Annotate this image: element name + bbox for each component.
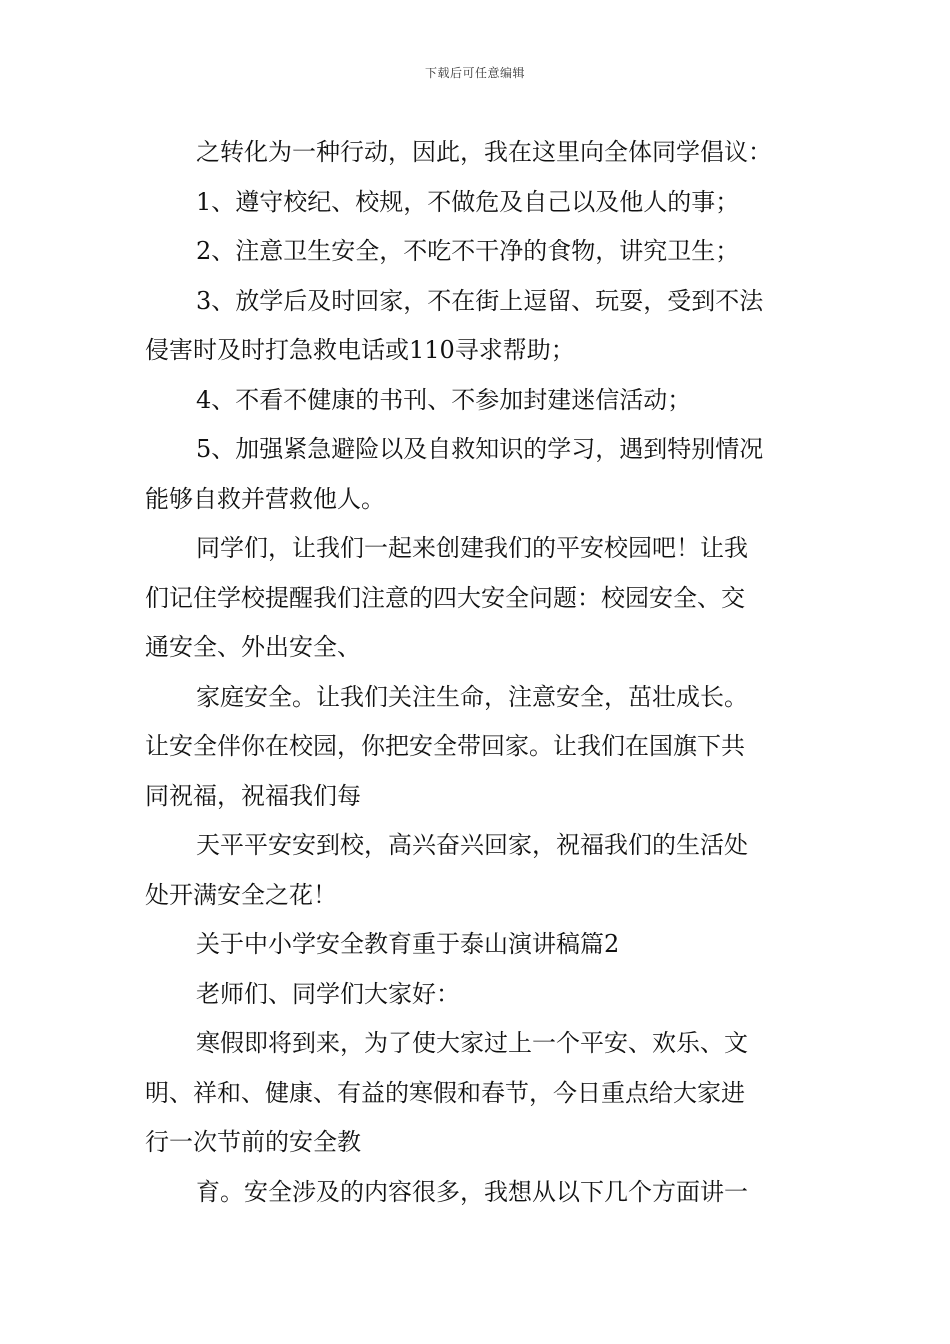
section-heading: 关于中小学安全教育重于泰山演讲稿篇2 <box>196 930 620 958</box>
text-line: 育。安全涉及的内容很多，我想从以下几个方面讲一 <box>196 1177 748 1206</box>
text-line: 2、注意卫生安全，不吃不干净的食物，讲究卫生； <box>196 237 740 265</box>
text-line: 同学们，让我们一起来创建我们的平安校园吧！让我 <box>196 534 748 562</box>
document-body <box>145 128 810 1217</box>
text-line: 天平平安安到校，高兴奋兴回家，祝福我们的生活处 <box>196 831 748 859</box>
greeting-line: 老师们、同学们大家好： <box>196 979 460 1008</box>
text-line: 处开满安全之花！ <box>145 880 337 909</box>
text-line: 行一次节前的安全教 <box>145 1128 361 1156</box>
text-line: 5、加强紧急避险以及自救知识的学习，遇到特别情况 <box>196 435 764 463</box>
text-line: 家庭安全。让我们关注生命，注意安全，茁壮成长。 <box>196 682 748 711</box>
text-line: 4、不看不健康的书刊、不参加封建迷信活动； <box>196 385 692 414</box>
text-line: 1、遵守校纪、校规，不做危及自己以及他人的事； <box>196 187 740 216</box>
text-line: 能够自救并营救他人。 <box>145 484 385 513</box>
text-line: 们记住学校提醒我们注意的四大安全问题：校园安全、交 <box>145 583 745 612</box>
text-line: 寒假即将到来，为了使大家过上一个平安、欢乐、文 <box>196 1029 748 1057</box>
text-line: 让安全伴你在校园，你把安全带回家。让我们在国旗下共 <box>145 732 745 760</box>
page-header-note: 下载后可任意编辑 <box>424 66 525 80</box>
text-line: 通安全、外出安全、 <box>145 633 361 661</box>
text-line: 明、祥和、健康、有益的寒假和春节，今日重点给大家进 <box>145 1078 745 1107</box>
text-line: 之转化为一种行动，因此，我在这里向全体同学倡议： <box>196 138 772 166</box>
text-line: 侵害时及时打急救电话或110寻求帮助； <box>145 336 575 364</box>
text-line: 同祝福，祝福我们每 <box>145 781 361 810</box>
text-line: 3、放学后及时回家，不在街上逗留、玩耍，受到不法 <box>196 286 764 315</box>
